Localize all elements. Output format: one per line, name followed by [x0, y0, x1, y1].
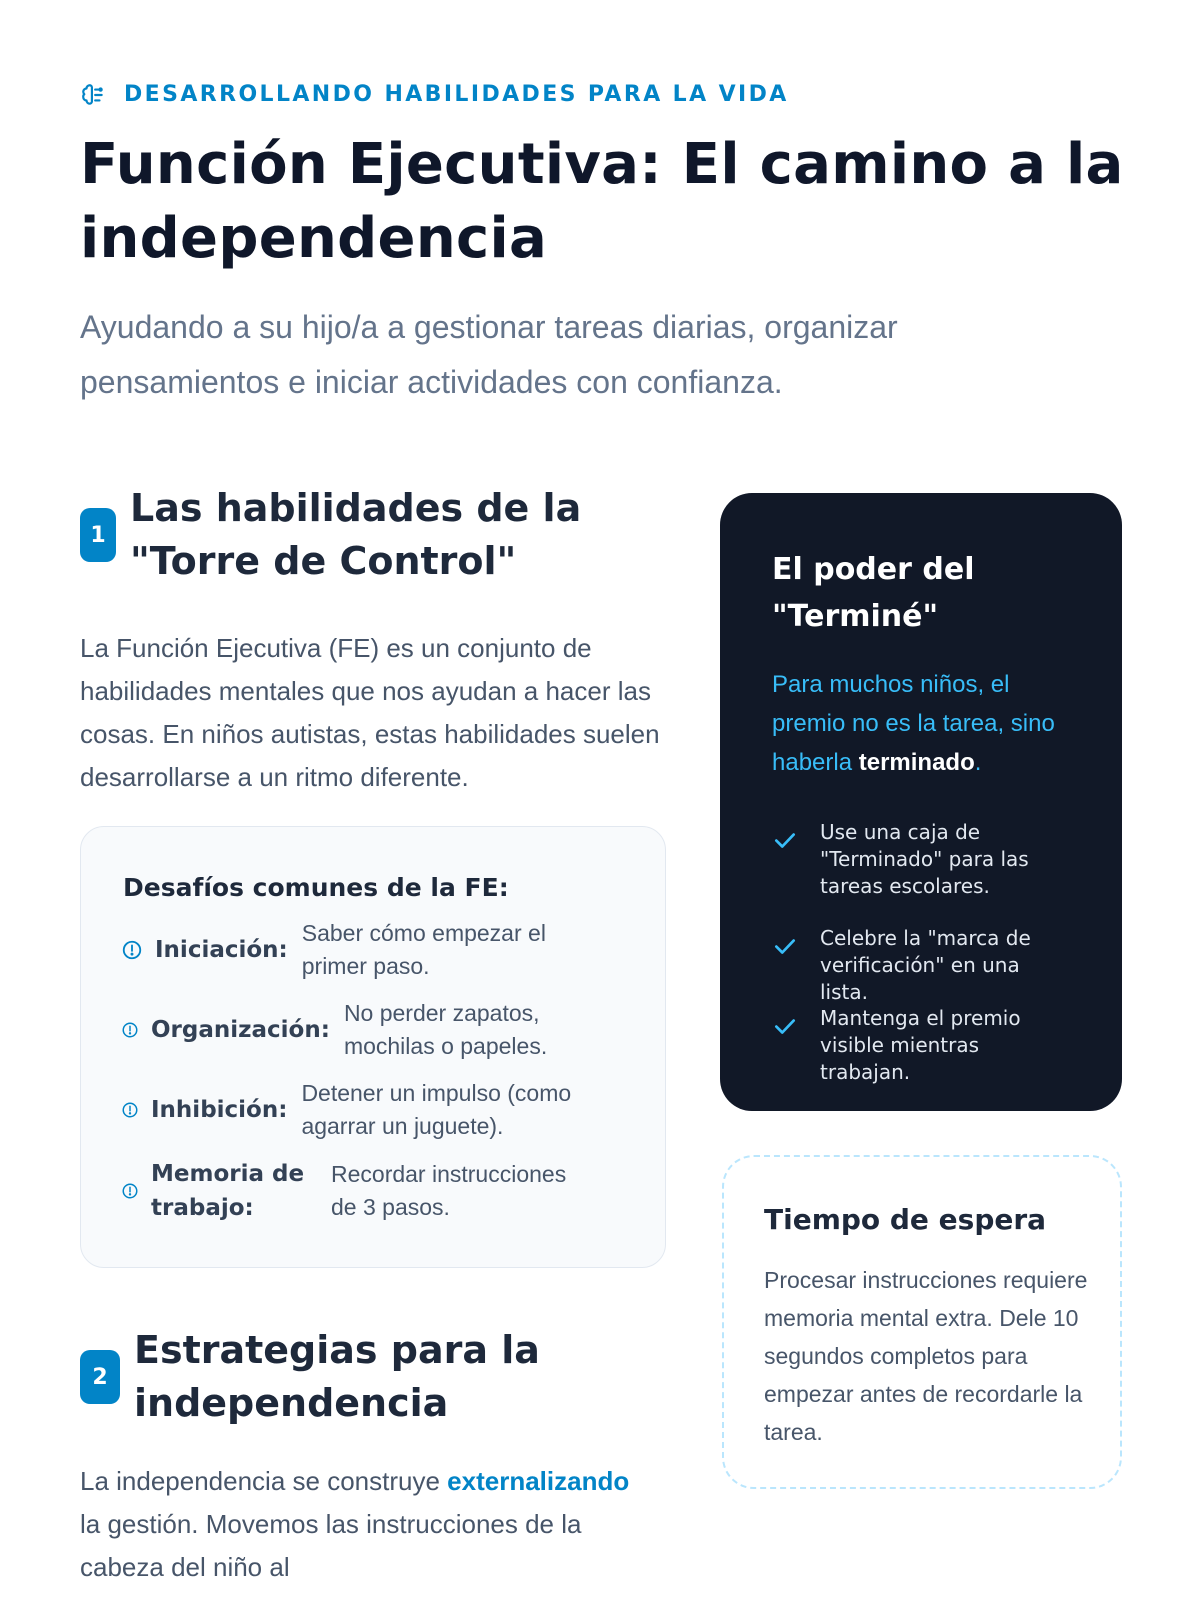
info-circle-icon: [121, 1021, 139, 1039]
eyebrow-text: DESARROLLANDO HABILIDADES PARA LA VIDA: [124, 82, 789, 107]
challenge-label: Inhibición:: [151, 1097, 288, 1123]
brain-icon: [80, 82, 106, 108]
challenges-title: Desafíos comunes de la FE:: [123, 873, 509, 902]
check-icon: [772, 827, 798, 853]
info-circle-icon: [121, 1101, 139, 1119]
challenge-item: [121, 1157, 591, 1225]
section-number-badge: 2: [80, 1350, 120, 1404]
card-title: Tiempo de espera: [764, 1203, 1047, 1236]
page-title: Función Ejecutiva: El camino a la independencia: [80, 132, 1124, 271]
section-1-heading: [80, 482, 640, 588]
challenge-label: Iniciación:: [155, 937, 288, 963]
card-body: Procesar instrucciones requiere memoria mental extra. Dele 10 segundos completos para empezar antes de recordarle la tarea.: [764, 1267, 1088, 1445]
challenge-label: Organización:: [151, 1017, 330, 1043]
challenge-desc: Saber cómo empezar el primer paso.: [301, 920, 546, 979]
page-subtitle: Ayudando a su hijo/a a gestionar tareas diarias, organizar pensamientos e iniciar actividades con confianza.: [80, 309, 898, 400]
section-2-heading: [80, 1324, 640, 1430]
challenge-item: [121, 997, 584, 1063]
check-icon: [772, 1013, 798, 1039]
section-2-body-start: La independencia se construye: [80, 1466, 440, 1496]
challenge-desc: Detener un impulso (como agarrar un juguete).: [301, 1080, 572, 1139]
section-1-title: Las habilidades de la "Torre de Control": [130, 486, 582, 583]
challenge-desc: Recordar instrucciones de 3 pasos.: [331, 1161, 567, 1220]
tip-text: Celebre la "marca de verificación" en una lista.: [820, 926, 1031, 1004]
highlight-word: externalizando: [447, 1466, 630, 1496]
section-number-badge: 1: [80, 508, 116, 562]
challenges-card: [80, 826, 666, 1268]
tip-item: [772, 925, 1070, 1006]
tip-text: Mantenga el premio visible mientras trabajan.: [820, 1006, 1021, 1084]
card-title: El poder del "Terminé": [772, 552, 975, 634]
card-intro-text: Para muchos niños, el premio no es la tarea, sino haberla: [772, 671, 1055, 776]
section-2-title: Estrategias para la independencia: [134, 1328, 540, 1425]
eyebrow: [80, 82, 789, 108]
info-circle-icon: [121, 1182, 139, 1200]
wait-time-card: [722, 1155, 1122, 1489]
tip-text: Use una caja de "Terminado" para las tareas escolares.: [820, 820, 1029, 898]
info-circle-icon: [121, 939, 143, 961]
card-intro: [772, 665, 1082, 782]
challenge-item: [121, 917, 572, 983]
challenge-item: [121, 1077, 601, 1143]
section-2-body: [80, 1460, 640, 1589]
tip-item: [772, 819, 1070, 900]
tip-item: [772, 1005, 1070, 1086]
section-1-body: La Función Ejecutiva (FE) es un conjunto de habilidades mentales que nos ayudan a hacer las cosas. En niños autistas, estas habilidades suelen desarrollarse a un ritmo diferente.: [80, 633, 660, 792]
challenge-label: Memoria de trabajo:: [151, 1161, 305, 1221]
card-intro-period: .: [974, 749, 982, 776]
check-icon: [772, 933, 798, 959]
challenge-desc: No perder zapatos, mochilas o papeles.: [343, 1000, 548, 1059]
card-intro-bold: terminado: [858, 749, 975, 776]
section-2-body-end: la gestión. Movemos las instrucciones de la cabeza del niño al: [80, 1509, 582, 1582]
finished-power-card: [720, 493, 1122, 1111]
